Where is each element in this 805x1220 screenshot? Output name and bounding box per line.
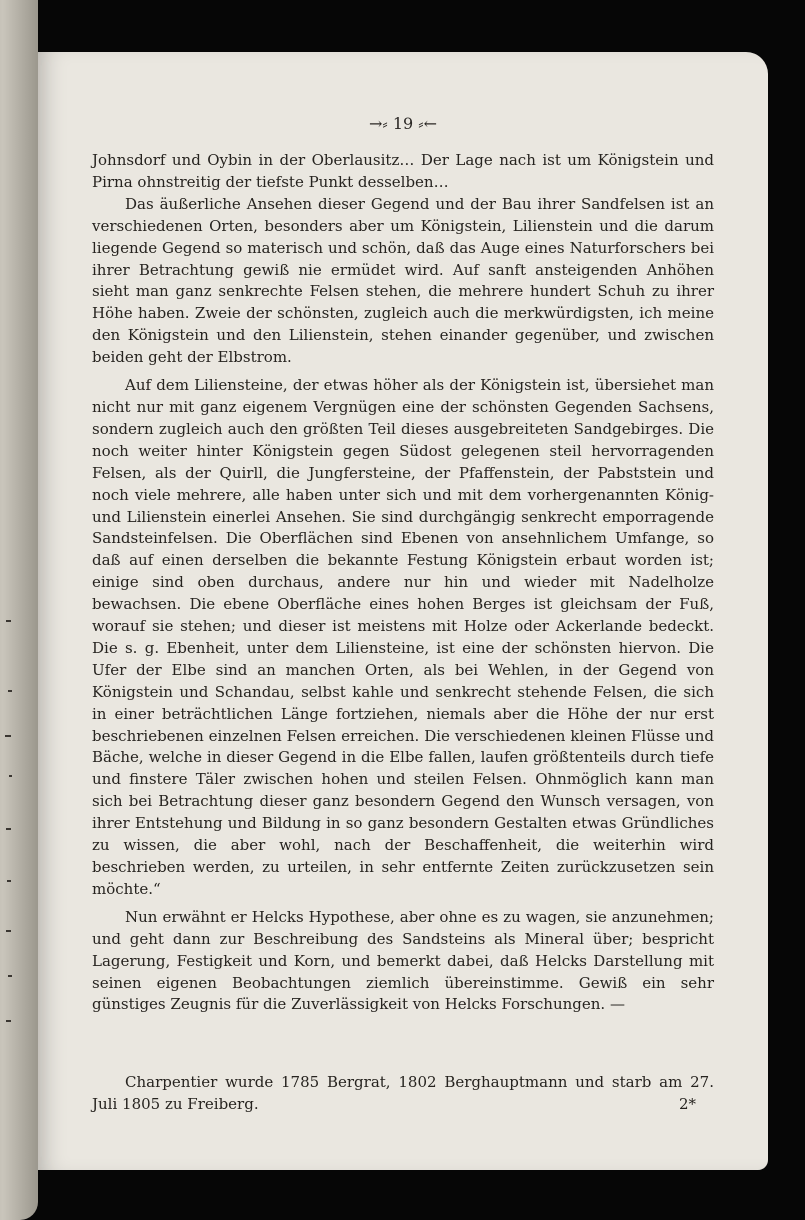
body-text xyxy=(92,150,714,1016)
footnote-text: Charpentier wurde 1785 Bergrat, 1802 Berghauptmann und starb am 27. Juli 1805 zu Freiberg. xyxy=(92,1073,714,1113)
footnote xyxy=(92,1072,714,1116)
book-page xyxy=(38,52,768,1170)
adjacent-page-text-fragments xyxy=(0,0,38,1200)
paragraph: Auf dem Liliensteine, der etwas höher als der Königstein ist, übersiehet man nicht nur mit ganz eigenem Vergnügen eine der schönsten Gegenden Sachsens, sondern zugleich auch den größten Teil dieses ausgebreiteten Sandgebirges. Die noch weiter hinter Königstein gegen Südost gelegenen steil hervorragenden Felsen, als der Quirll, die Jungfersteine, der Pfaffenstein, der Pabststein und noch viele mehrere, alle haben unter sich und mit dem vorhergenannten König- und Lilienstein einerlei Ansehen. Sie sind durchgängig senkrecht emporragende Sandsteinfelsen. Die Oberflächen sind Ebenen von ansehnlichem Umfange, so daß auf einen derselben die bekannte Festung Königstein erbaut worden ist; einige sind oben durchaus, andere nur hin und wieder mit Nadelholze bewachsen. Die ebene Oberfläche eines hohen Berges ist gleichsam der Fuß, worauf sie stehen; und dieser ist meistens mit Holze oder Ackerlande bedeckt. Die s. g. Ebenheit, unter dem Liliensteine, ist eine der schönsten hiervon. Die Ufer der Elbe sind an manchen Orten, als bei Wehlen, in der Gegend von Königstein und Schandau, selbst kahle und senkrecht stehende Felsen, die sich in einer beträchtlichen Länge fortziehen, niemals aber die Höhe der nur erst beschriebenen einzelnen Felsen erreichen. Die verschiedenen kleinen Flüsse und Bäche, welche in dieser Gegend in die Elbe fallen, laufen größtenteils durch tiefe und finstere Täler zwischen hohen und steilen Felsen. Ohnmöglich kann man sich bei Betrachtung dieser ganz besondern Gegend den Wunsch versagen, von ihrer Entstehung und Bildung in so ganz besondern Gestalten etwas Gründliches zu wissen, die aber wohl, nach der Beschaffenheit, die weiterhin wird beschrieben werden, zu urteilen, in sehr entfernte Zeiten zurückzusetzen sein möchte.“ xyxy=(92,376,714,898)
signature-mark: 2* xyxy=(678,1094,696,1113)
paragraph: Das äußerliche Ansehen dieser Gegend und der Bau ihrer Sandfelsen ist an verschiedenen Orten, besonders aber um Königstein, Lilienstein und die darum liegende Gegend so materisch und schön, daß das Auge eines Naturforschers bei ihrer Betrachtung gewiß nie ermüdet wird. Auf sanft ansteigenden Anhöhen sieht man ganz senkrechte Felsen stehen, die mehrere hundert Schuh zu ihrer Höhe haben. Zweie der schönsten, zugleich auch die merkwürdigsten, ich meine den Königstein und den Lilienstein, stehen einander gegenüber, und zwischen beiden geht der Elbstrom. xyxy=(92,194,714,367)
paragraph: Nun erwähnt er Helcks Hypothese, aber ohne es zu wagen, sie anzunehmen; und geht dann zur Beschreibung des Sandsteins als Mineral über; bespricht Lagerung, Festigkeit und Korn, und bemerkt dabei, daß Helcks Darstellung mit seinen eigenen Beobachtungen ziemlich übereinstimme. Gewiß ein sehr günstiges Zeugnis für die Zuverlässigkeit von Helcks Forschungen. — xyxy=(92,907,714,1014)
paragraph: Johnsdorf und Oybin in der Oberlausitz… Der Lage nach ist um Königstein und Pirna ohnstreitig der tiefste Punkt desselben… xyxy=(92,151,714,191)
page-number-header: →⸗ 19 ⸗← xyxy=(369,114,437,133)
